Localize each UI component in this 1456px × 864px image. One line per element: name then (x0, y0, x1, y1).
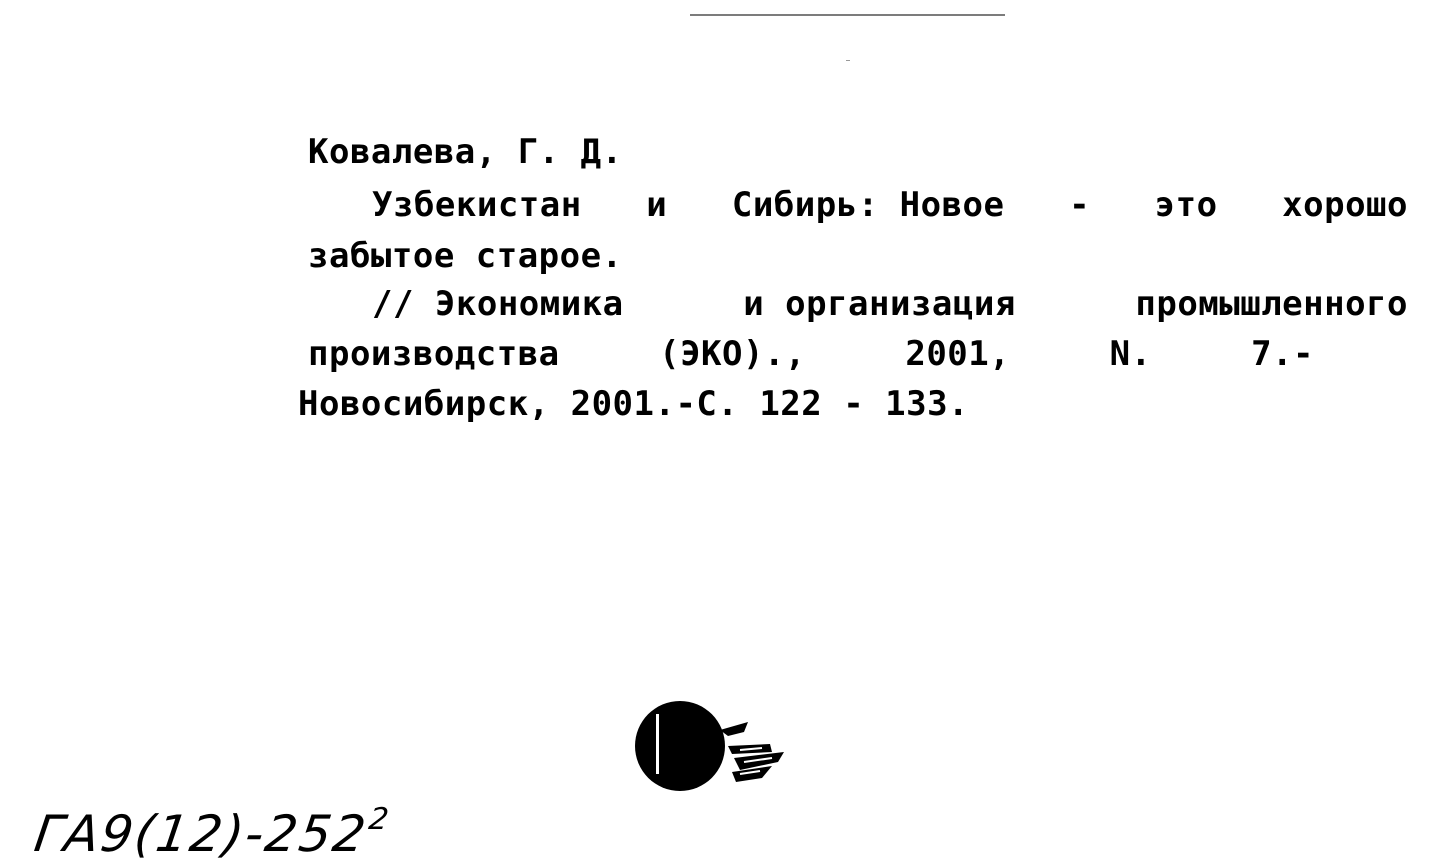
shelfmark-code: ГА9(12)-252 (30, 805, 372, 863)
source-word: // Экономика (372, 284, 624, 324)
source-word: 7.- (1251, 334, 1314, 374)
title-word: - (1069, 185, 1091, 225)
source-word: N. (1109, 334, 1152, 374)
title-word: и (646, 185, 668, 225)
title-line-2: забытое старое. (308, 236, 623, 276)
source-line-3: Новосибирск, 2001.-С. 122 - 133. (298, 384, 970, 424)
source-line-2 (308, 334, 1314, 374)
title-word: Узбекистан (372, 185, 582, 225)
source-word: 2001, (905, 334, 1011, 374)
title-word: хорошо (1282, 185, 1408, 225)
shelfmark-handwritten (31, 790, 394, 864)
source-word: производства (308, 334, 560, 374)
shelfmark-superscript: 2 (366, 802, 393, 837)
source-line-1 (372, 284, 1408, 324)
author-name: Ковалева, Г. Д. (308, 132, 623, 172)
title-line-1 (372, 185, 1408, 225)
title-word: Сибирь: Новое (731, 185, 1005, 225)
source-word: и организация (743, 284, 1016, 324)
library-stamp-icon (632, 700, 792, 796)
source-word: промышленного (1135, 284, 1408, 324)
title-word: это (1154, 185, 1218, 225)
source-word: (ЭКО)., (659, 334, 806, 374)
